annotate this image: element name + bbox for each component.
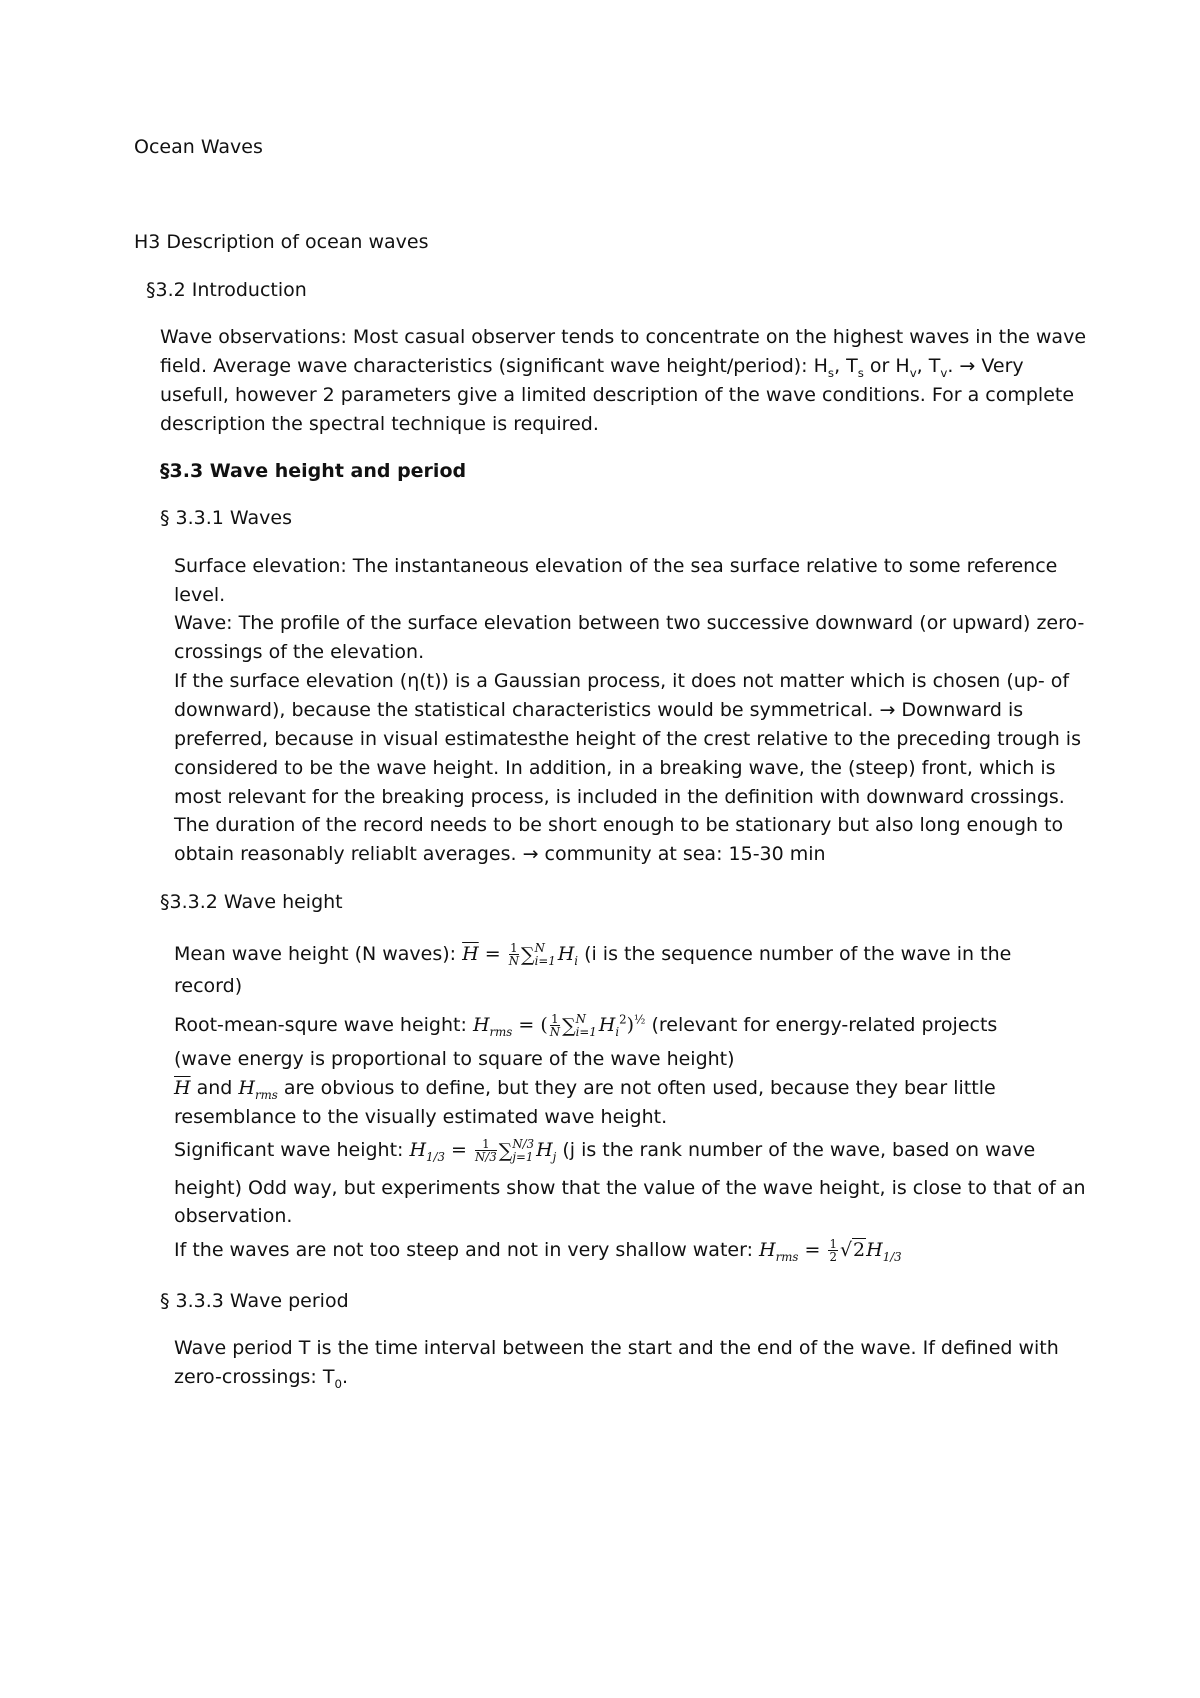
rms-height-line-2: (wave energy is proportional to square of the wave height)	[174, 1048, 735, 1070]
intro-line-4: description the spectral technique is required.	[160, 413, 599, 435]
document-title: Ocean Waves	[134, 136, 263, 158]
section-3-3-3-heading: § 3.3.3 Wave period	[160, 1290, 349, 1312]
waves-line-6: downward), because the statistical characteristics would be symmetrical. → Downward is	[174, 699, 1024, 721]
fraction: $\frac{1}{N}$	[508, 940, 519, 968]
significant-height-line: Significant wave height: $H_{1/3}$ = $\frac{1}{N/3}$ ∑ N/3 j=1 $H_j$ (j is the rank number of the wave, based on wave	[174, 1136, 1036, 1164]
intro-line-2: field. Average wave characteristics (significant wave height/period): $H_s$, $T_s$ or $H_v$, $T_v$. → Very	[160, 355, 1024, 380]
fraction: $\frac{1}{N/3}$	[475, 1136, 497, 1164]
intro-line-1: Wave observations: Most casual observer tends to concentrate on the highest waves in the wave	[160, 326, 1087, 348]
waves-line-4: crossings of the elevation.	[174, 641, 425, 663]
fraction: $\frac{1}{2}$	[829, 1236, 837, 1264]
waves-line-7: preferred, because in visual estimatesthe height of the crest relative to the preceding trough is	[174, 728, 1081, 750]
significant-line-3: observation.	[174, 1205, 293, 1227]
waves-line-5: If the surface elevation (η(t)) is a Gaussian process, it does not matter which is chosen (up- of	[174, 670, 1070, 692]
section-3-2-heading: §3.2 Introduction	[146, 279, 307, 301]
period-line-1: Wave period T is the time interval between the start and the end of the wave. If defined with	[174, 1337, 1059, 1359]
significant-line-2: height) Odd way, but experiments show that the value of the wave height, is close to that of an	[174, 1177, 1086, 1199]
section-3-3-2-heading: §3.3.2 Wave height	[160, 891, 343, 913]
mean-height-line-2: record)	[174, 975, 243, 997]
obvious-line-2: resemblance to the visually estimated wave height.	[174, 1106, 668, 1128]
mean-height-symbol: $\overline{H}$	[462, 943, 479, 965]
mean-height-line: Mean wave height (N waves): $\overline{H}$ = $\frac{1}{N}$ ∑ N i=1 $H_i$ (i is the sequence number of the wave in the	[174, 940, 1012, 968]
fraction: $\frac{1}{N}$	[549, 1011, 561, 1039]
section-3-3-1-heading: § 3.3.1 Waves	[160, 507, 292, 529]
chapter-heading: H3 Description of ocean waves	[134, 231, 429, 253]
waves-line-11: obtain reasonably reliablt averages. → community at sea: 15-30 min	[174, 843, 826, 865]
obvious-line-1: $\overline{H}$ and $H_{rms}$ are obvious to define, but they are not often used, because they bear little	[174, 1077, 996, 1102]
waves-line-9: most relevant for the breaking process, is included in the definition with downward crossings.	[174, 786, 1065, 808]
waves-line-2: level.	[174, 584, 226, 606]
steep-relation-line: If the waves are not too steep and not in very shallow water: $H_{rms}$ = $\frac{1}{2}$ $√2H_{1/3}$	[174, 1236, 902, 1264]
waves-line-1: Surface elevation: The instantaneous elevation of the sea surface relative to some reference	[174, 555, 1058, 577]
waves-line-8: considered to be the wave height. In addition, in a breaking wave, the (steep) front, which is	[174, 757, 1056, 779]
intro-line-3: usefull, however 2 parameters give a limited description of the wave conditions. For a complete	[160, 384, 1075, 406]
waves-line-10: The duration of the record needs to be short enough to be stationary but also long enough to	[174, 814, 1064, 836]
section-3-3-heading: §3.3 Wave height and period	[160, 460, 467, 482]
rms-height-line: Root-mean-squre wave height: $H_{rms}$ = ( $\frac{1}{N}$ ∑ N i=1 $H_i^2)^{\frac{1}{2}}$ (relevant for energy-related projects	[174, 1011, 998, 1039]
period-line-2: zero-crossings: $T_0$.	[174, 1366, 349, 1391]
waves-line-3: Wave: The profile of the surface elevation between two successive downward (or upward) zero-	[174, 612, 1085, 634]
